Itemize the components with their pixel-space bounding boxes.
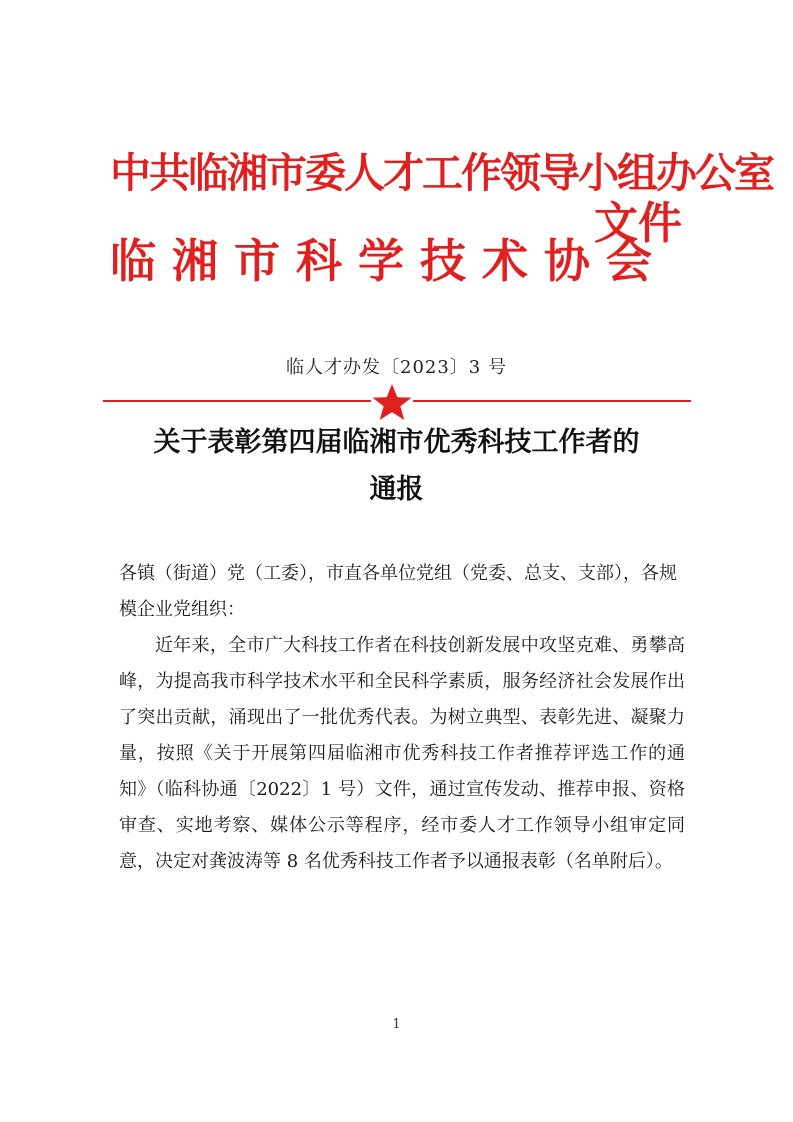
issuer-name-party-office: 中共临湘市委人才工作领导小组办公室 (110, 149, 773, 197)
document-title-line2: 通报 (369, 474, 424, 505)
page-number: 1 (392, 1017, 401, 1032)
star-icon (371, 383, 413, 421)
red-rule-left (103, 400, 371, 402)
body-paragraph: 近年来，全市广大科技工作者在科技创新发展中攻坚克难、勇攀高峰，为提高我市科学技术水平和全民科学素质，服务经济社会发展作出了突出贡献，涌现出了一批优秀代表。为树立典型、表彰先进、凝聚力量，按照《关于开展第四届临湘市优秀科技工作者推荐评选工作的通知》（临科协通〔2022〕1 号）文件，通过宣传发动、推荐申报、资格审查、实地考察、媒体公示等程序，经市委人才工作领导小组审定同意，决定对龚波涛等 8 名优秀科技工作者予以通报表彰（名单附后）。 (119, 635, 685, 872)
issuer-name-science-association: 临湘市科学技术协会 (110, 234, 668, 288)
document-label: 文件 (594, 198, 682, 249)
document-title-line1: 关于表彰第四届临湘市优秀科技工作者的 (153, 427, 640, 458)
salutation: 各镇（街道）党（工委），市直各单位党组（党委、总支、支部），各规模企业党组织： (119, 563, 677, 620)
document-number: 临人才办发〔2023〕3 号 (286, 357, 507, 378)
document-body (119, 556, 685, 880)
red-rule-right (413, 400, 691, 402)
document-title (0, 419, 793, 513)
